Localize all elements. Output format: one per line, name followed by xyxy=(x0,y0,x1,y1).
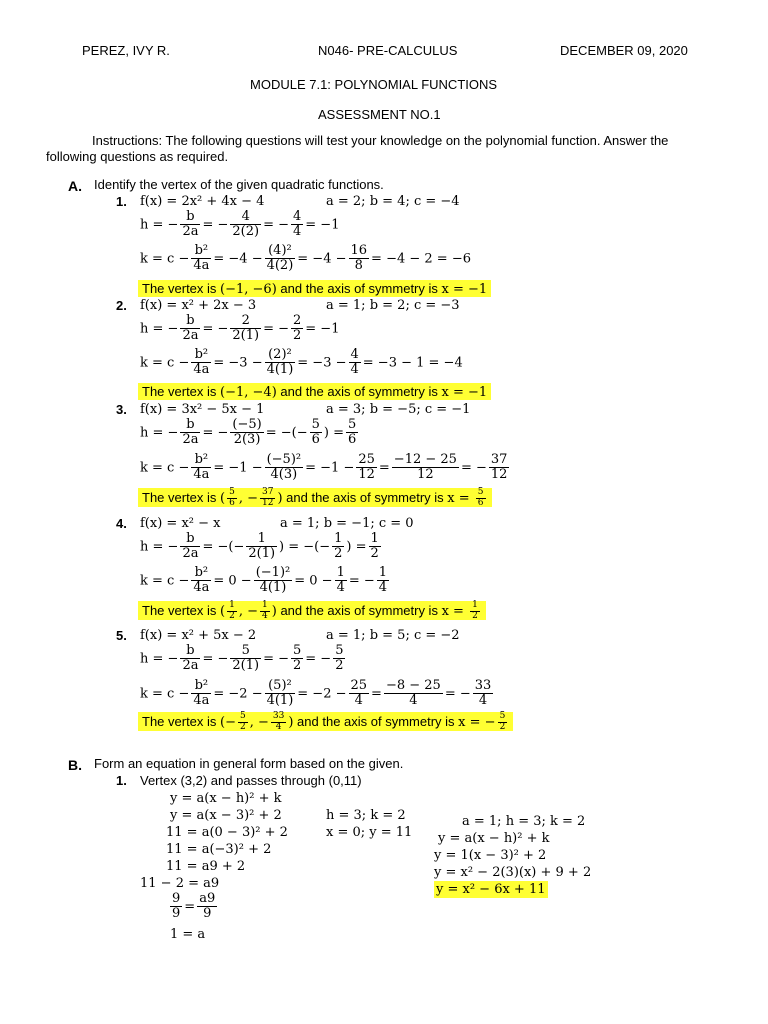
section-a-prompt: Identify the vertex of the given quadratic functions. xyxy=(94,177,384,192)
right-step: y = 1(x − 3)² + 2 xyxy=(434,848,547,863)
item-number: 1. xyxy=(116,194,127,209)
item-number: 5. xyxy=(116,628,127,643)
instructions-line1: Instructions: The following questions will test your knowledge on the polynomial function. Answer the xyxy=(92,133,669,148)
item-number: 1. xyxy=(116,773,127,788)
vertex-answer: The vertex is (− $\frac{5}{2}$ , − $\frac{33}{4}$ ) and the axis of symmetry is x = − $\frac{5}{2}$ xyxy=(138,712,513,733)
left-step: y = a(x − 3)² + 2 xyxy=(170,808,282,823)
item-number: 4. xyxy=(116,516,127,531)
right-values: a = 1; h = 3; k = 2 xyxy=(462,814,586,829)
coefficients: a = 1; b = 2; c = −3 xyxy=(326,298,460,313)
coefficients: a = 1; b = 5; c = −2 xyxy=(326,628,460,643)
item-number: 3. xyxy=(116,402,127,417)
h-computation: h = − $\frac{b}{2a}$ = − $\frac{(-5)}{2(3)}$ = −(− $\frac{5}{6}$ ) = $\frac{5}{6}$ xyxy=(140,417,357,448)
k-computation: k = c − $\frac{\text{b²}}{4a}$ = −1 − $\frac{\text{(−5)²}}{4(3)}$ = −1 − $\frac{25}{12}$ = $\frac{-12 - 25}{12}$ = − $\frac{37}{12}$ xyxy=(140,452,508,483)
k-computation: k = c − $\frac{\text{b²}}{4a}$ = −3 − $\frac{\text{(2)²}}{4(1)}$ = −3 − $\frac{4}{4}$ = −3 − 1 = −4 xyxy=(140,347,463,378)
mid-values: x = 0; y = 11 xyxy=(326,825,413,840)
k-computation: k = c − $\frac{\text{b²}}{4a}$ = 0 − $\frac{\text{(−1)²}}{4(1)}$ = 0 − $\frac{1}{4}$ = − $\frac{1}{4}$ xyxy=(140,565,388,596)
left-step: y = a(x − h)² + k xyxy=(170,791,282,806)
function: f(x) = x² + 5x − 2 xyxy=(140,628,257,643)
student-name: PEREZ, IVY R. xyxy=(82,43,170,58)
h-computation: h = − $\frac{b}{2a}$ = − $\frac{2}{2(1)}$ = − $\frac{2}{2}$ = −1 xyxy=(140,313,340,344)
left-step: 11 = a(−3)² + 2 xyxy=(166,842,272,857)
section-b-item1: Vertex (3,2) and passes through (0,11) xyxy=(140,773,362,788)
vertex-answer: The vertex is ( $\frac{1}{2}$ , − $\frac{1}{4}$ ) and the axis of symmetry is x = $\frac{1}{2}$ xyxy=(138,601,486,622)
left-step-fraction: $\frac{9}{9}$ = $\frac{a9}{9}$ xyxy=(172,891,216,922)
function: f(x) = 3x² − 5x − 1 xyxy=(140,402,265,417)
section-b-prompt: Form an equation in general form based on the given. xyxy=(94,756,404,771)
coefficients: a = 2; b = 4; c = −4 xyxy=(326,194,460,209)
function: f(x) = 2x² + 4x − 4 xyxy=(140,194,265,209)
right-step: y = x² − 2(3)(x) + 9 + 2 xyxy=(434,865,592,880)
left-step: 11 = a(0 − 3)² + 2 xyxy=(166,825,288,840)
coefficients: a = 3; b = −5; c = −1 xyxy=(326,402,471,417)
k-computation: k = c − $\frac{\text{b²}}{4a}$ = −2 − $\frac{\text{(5)²}}{4(1)}$ = −2 − $\frac{25}{4}$ = $\frac{-8 - 25}{4}$ = − $\frac{33}{4}$ xyxy=(140,678,492,709)
module-title: MODULE 7.1: POLYNOMIAL FUNCTIONS xyxy=(250,77,498,92)
vertex-answer: The vertex is (−1, −6) and the axis of symmetry is x = −1 xyxy=(138,282,491,298)
left-step: 11 = a9 + 2 xyxy=(166,859,246,874)
vertex-answer: The vertex is (−1, −4) and the axis of symmetry is x = −1 xyxy=(138,385,491,401)
section-a-letter: A. xyxy=(68,178,82,194)
item-number: 2. xyxy=(116,298,127,313)
vertex-answer: The vertex is ( $\frac{5}{6}$ , − $\frac{37}{12}$ ) and the axis of symmetry is x = $\frac{5}{6}$ xyxy=(138,488,492,509)
right-step: y = a(x − h)² + k xyxy=(438,831,550,846)
mid-values: h = 3; k = 2 xyxy=(326,808,406,823)
h-computation: h = − $\frac{b}{2a}$ = −(− $\frac{1}{2(1)}$ ) = −(− $\frac{1}{2}$ ) = $\frac{1}{2}$ xyxy=(140,531,379,562)
left-step: 11 − 2 = a9 xyxy=(140,876,220,891)
coefficients: a = 1; b = −1; c = 0 xyxy=(280,516,414,531)
instructions-line2: following questions as required. xyxy=(46,149,229,164)
k-computation: k = c − $\frac{\text{b²}}{4a}$ = −4 − $\frac{\text{(4)²}}{4(2)}$ = −4 − $\frac{16}{8}$ = −4 − 2 = −6 xyxy=(140,243,471,274)
final-equation: y = x² − 6x + 11 xyxy=(436,882,546,897)
assessment-title: ASSESSMENT NO.1 xyxy=(318,107,441,122)
section-b-letter: B. xyxy=(68,757,82,773)
date: DECEMBER 09, 2020 xyxy=(560,43,688,58)
h-computation: h = − $\frac{b}{2a}$ = − $\frac{4}{2(2)}$ = − $\frac{4}{4}$ = −1 xyxy=(140,209,340,240)
h-computation: h = − $\frac{b}{2a}$ = − $\frac{5}{2(1)}$ = − $\frac{5}{2}$ = − $\frac{5}{2}$ xyxy=(140,643,344,674)
function: f(x) = x² − x xyxy=(140,516,221,531)
course-code: N046- PRE-CALCULUS xyxy=(318,43,458,58)
function: f(x) = x² + 2x − 3 xyxy=(140,298,257,313)
left-step: 1 = a xyxy=(170,927,206,942)
